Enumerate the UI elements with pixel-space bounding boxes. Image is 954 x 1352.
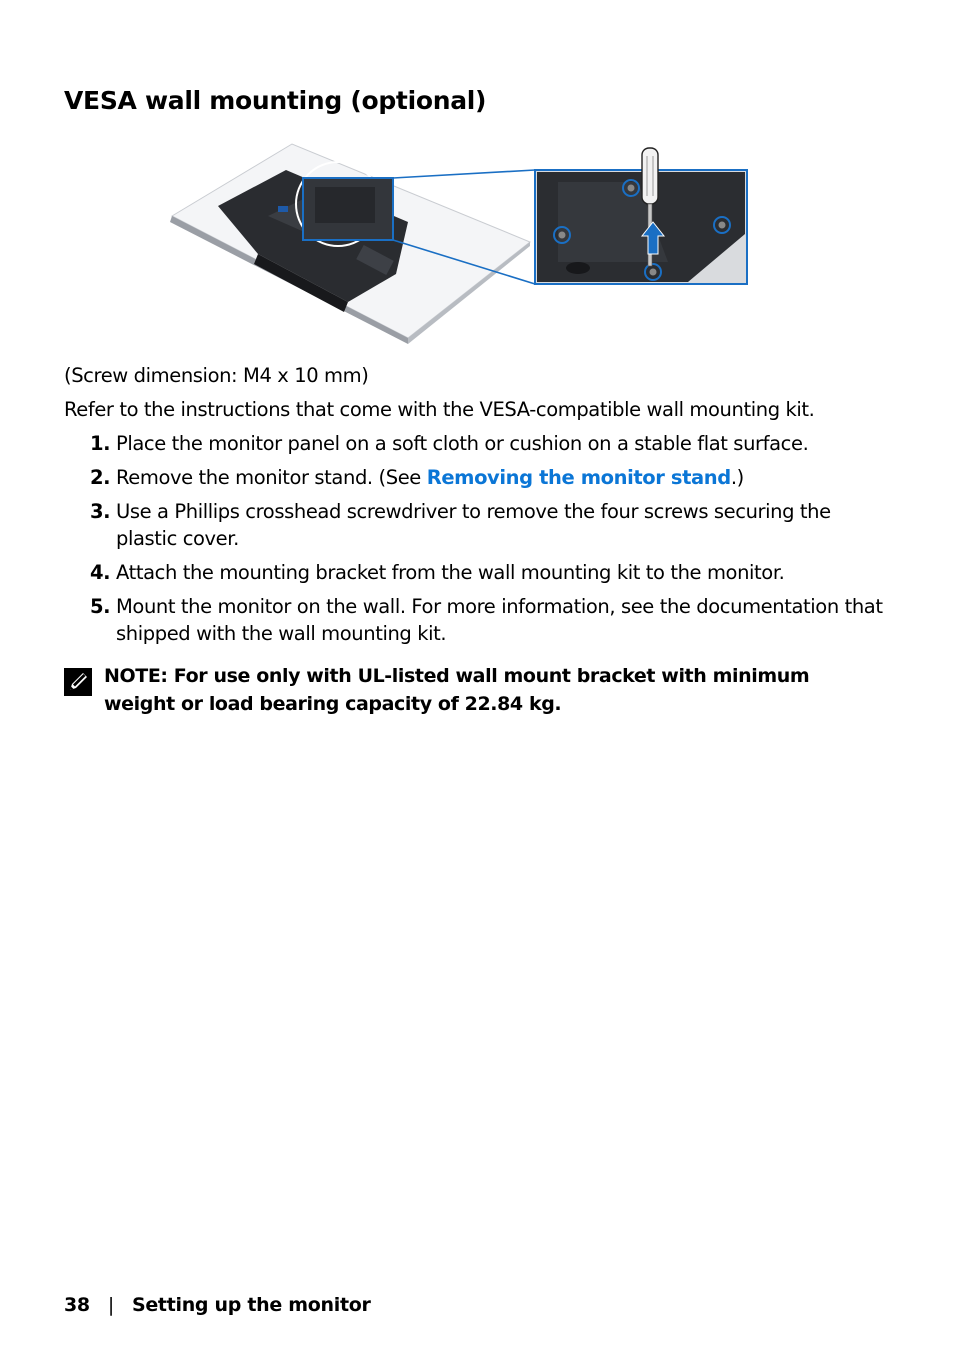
intro-text: Refer to the instructions that come with the VESA-compatible wall mounting kit. bbox=[64, 398, 815, 421]
step-number: 3. bbox=[90, 500, 111, 523]
step-number: 4. bbox=[90, 561, 111, 584]
step-text: Place the monitor panel on a soft cloth or cushion on a stable flat surface. bbox=[116, 432, 809, 455]
step-text: Attach the mounting bracket from the wall mounting kit to the monitor. bbox=[116, 561, 785, 584]
screw-dimension-text: (Screw dimension: M4 x 10 mm) bbox=[64, 364, 369, 387]
step-text: Remove the monitor stand. (See bbox=[116, 466, 427, 489]
footer-separator: | bbox=[107, 1294, 114, 1316]
step-number: 2. bbox=[90, 466, 111, 489]
step-4 bbox=[64, 559, 884, 586]
instruction-steps bbox=[64, 430, 884, 654]
footer-section-title: Setting up the monitor bbox=[131, 1294, 371, 1316]
vesa-cover-zoom-illustration bbox=[535, 170, 747, 284]
step-text: Use a Phillips crosshead screwdriver to remove the four screws securing the plastic cover. bbox=[116, 500, 831, 550]
note-text: NOTE: For use only with UL-listed wall mount bracket with minimum weight or load bearing capacity of 22.84 kg. bbox=[104, 665, 810, 715]
section-heading: VESA wall mounting (optional) bbox=[64, 86, 487, 115]
step-2 bbox=[64, 464, 884, 491]
step-text-suffix: .) bbox=[730, 466, 744, 489]
step-1 bbox=[64, 430, 884, 457]
vesa-mount-illustration bbox=[168, 142, 752, 350]
note-block bbox=[64, 662, 854, 718]
step-number: 5. bbox=[90, 595, 111, 618]
step-3 bbox=[64, 498, 884, 552]
note-pencil-icon bbox=[64, 668, 92, 696]
step-5 bbox=[64, 593, 884, 647]
page-footer bbox=[64, 1294, 371, 1316]
step-number: 1. bbox=[90, 432, 111, 455]
removing-monitor-stand-link[interactable]: Removing the monitor stand bbox=[426, 466, 731, 489]
step-text: Mount the monitor on the wall. For more information, see the documentation that shipped with the wall mounting kit. bbox=[116, 595, 883, 645]
page-number: 38 bbox=[64, 1294, 90, 1316]
